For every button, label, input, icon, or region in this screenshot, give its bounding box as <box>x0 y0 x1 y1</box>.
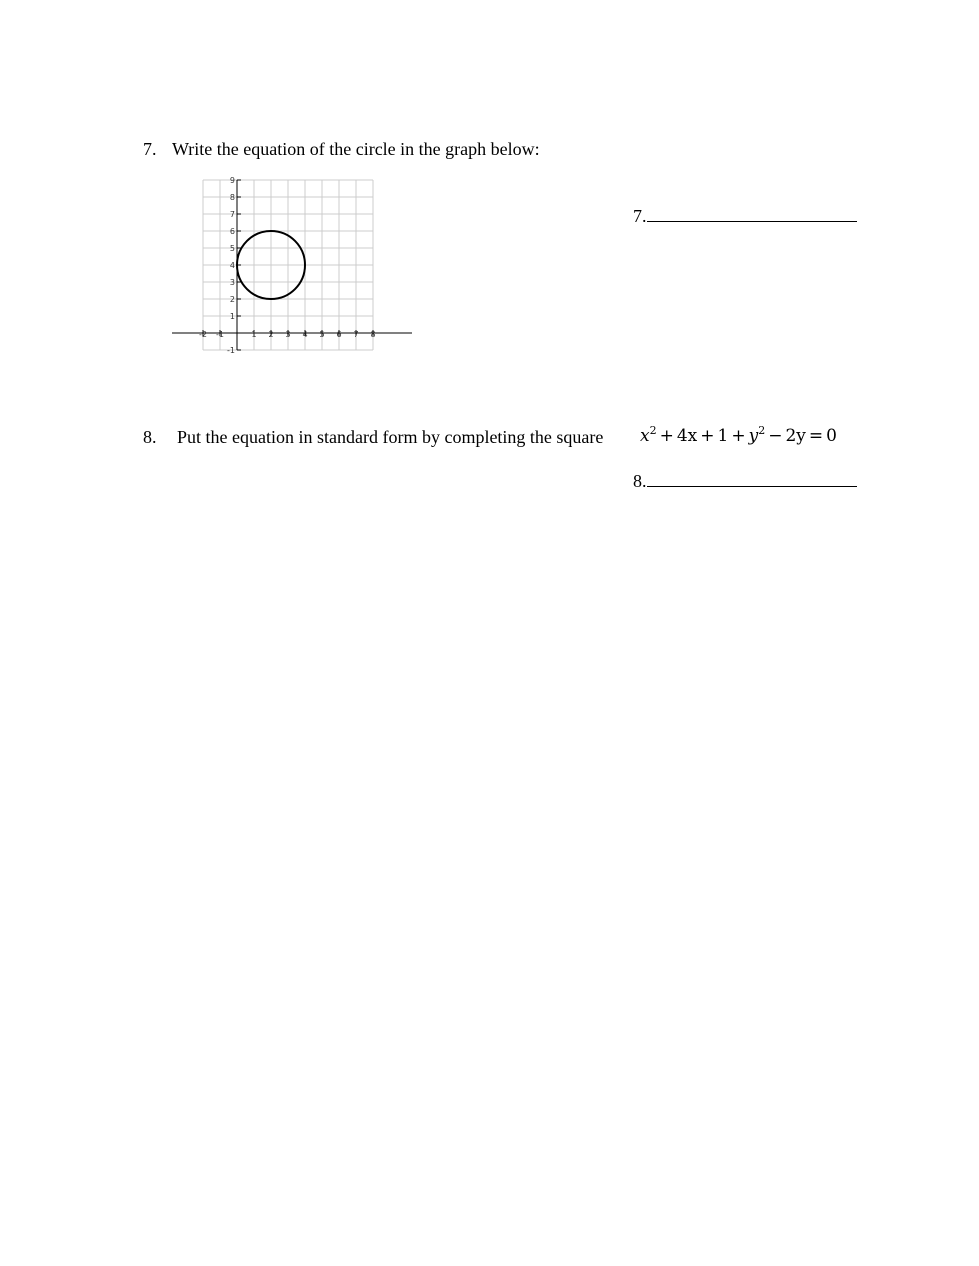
answer-7-label: 7. <box>633 206 647 226</box>
x-tick-label: 5 <box>319 330 325 339</box>
x-tick-label: 4 <box>302 330 308 339</box>
grid-lines <box>203 180 376 350</box>
question-7-number: 7. <box>143 139 157 159</box>
y-tick-label: 5 <box>229 244 235 253</box>
y-tick-label: 4 <box>229 261 235 270</box>
y-tick-label: 1 <box>229 312 235 321</box>
x-tick-label: 3 <box>285 330 291 339</box>
x-tick-label: 7 <box>353 330 359 339</box>
question-8-number: 8. <box>143 427 157 447</box>
x-tick-label: 2 <box>268 330 274 339</box>
x-tick-label: 6 <box>336 330 342 339</box>
x-tick-label: -2 <box>199 330 207 339</box>
answer-8[interactable] <box>633 470 857 492</box>
y-tick-label: -1 <box>227 346 235 353</box>
y-tick-label: 6 <box>229 227 235 236</box>
answer-8-label: 8. <box>633 471 647 491</box>
x-tick-label: 8 <box>370 330 376 339</box>
question-8-equation: $x^2 + 4x + 1 + y^2 - 2y = 0$ <box>640 424 837 446</box>
answer-7[interactable] <box>633 205 857 227</box>
y-tick-label: 3 <box>229 278 235 287</box>
y-tick-label: 7 <box>229 210 235 219</box>
question-7-prompt: Write the equation of the circle in the graph below: <box>172 139 540 159</box>
y-tick-label: 8 <box>229 193 235 202</box>
answer-7-blank[interactable] <box>647 205 857 222</box>
circle-graph <box>170 168 415 353</box>
y-tick-label: 2 <box>229 295 235 304</box>
x-tick-label: 1 <box>251 330 257 339</box>
y-tick-label: 9 <box>229 176 235 185</box>
answer-8-blank[interactable] <box>647 470 857 487</box>
question-8-prompt: Put the equation in standard form by completing the square <box>177 427 604 447</box>
x-tick-label: -1 <box>216 330 224 339</box>
